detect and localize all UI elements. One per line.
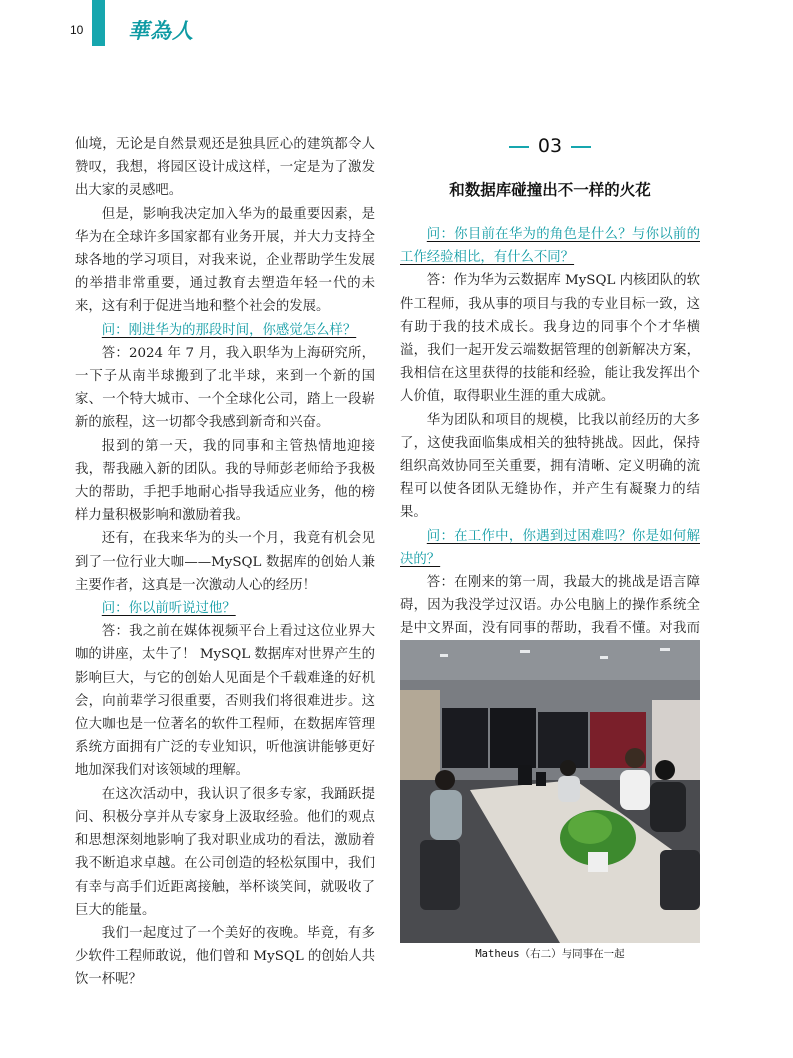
dash-left-icon (509, 146, 529, 148)
section-number-text: 03 (537, 135, 563, 157)
magazine-logo: 華為人 (128, 18, 194, 43)
section-title: 和数据库碰撞出不一样的火花 (449, 181, 651, 199)
body-paragraph: 答：我之前在媒体视频平台上看过这位业界大咖的讲座，太牛了！ MySQL 数据库对世界产生的影响巨大，与它的创始人见面是个千载难逢的好机会，向前辈学习很重要，否则我们将很难进步。这位大咖也是一位著名的软件工程师，在数据库管理系统方面拥有广泛的专业知识，听他演讲能够更好地加深我们对该领域的理解。 (75, 624, 375, 779)
body-paragraph: 答：在刚来的第一周，我最大的挑战是语言障碍，因为我没学过汉语。办公电脑上的操作系统全是中文界面，没有同事的帮助，我看不懂。对我而 (400, 575, 700, 637)
interview-question: 问：刚进华为的那段时间，你感觉怎么样？ (101, 322, 357, 338)
dash-right-icon (571, 146, 591, 148)
body-paragraph: 仙境，无论是自然景观还是独具匠心的建筑都令人赞叹，我想，将园区设计成这样，一定是为了激发出大家的灵感吧。 (75, 137, 375, 199)
left-text-column (75, 133, 375, 992)
meeting-photo (400, 640, 700, 943)
photo-caption: Matheus（右二）与同事在一起 (475, 948, 625, 960)
right-text-column (400, 223, 700, 664)
interview-question: 问：在工作中，你遇到过困难吗？你是如何解决的？ (400, 528, 700, 567)
body-paragraph: 报到的第一天，我的同事和主管热情地迎接我，帮我融入新的团队。我的导师彭老师给予我极大的帮助，手把手地耐心指导我适应业务，他的榜样力量积极影响和激励着我。 (75, 438, 375, 524)
body-paragraph: 华为团队和项目的规模，比我以前经历的大多了，这使我面临集成相关的独特挑战。因此，保持组织高效协同至关重要，拥有清晰、定义明确的流程可以使各团队无缝协作，并产生有凝聚力的结果。 (400, 412, 700, 521)
photo-illustration (400, 640, 700, 943)
body-paragraph: 还有，在我来华为的头一个月，我竟有机会见到了一位行业大咖——MySQL 数据库的创始人兼主要作者，这真是一次激动人心的经历！ (75, 531, 375, 593)
body-paragraph: 答：2024 年 7 月，我入职华为上海研究所，一下子从南半球搬到了北半球，来到一个新的国家、一个特大城市、一个全球化公司，踏上一段崭新的旅程，这一切都令我感到新奇和兴奋。 (75, 345, 375, 431)
body-paragraph: 但是，影响我决定加入华为的最重要因素，是华为在全球许多国家都有业务开展，并大力支持全球各地的学习项目，对我来说，企业帮助学生发展的举措非常重要，通过教育去塑造年轻一代的未来，这有利于促进当地和整个社会的发展。 (75, 206, 375, 315)
body-paragraph: 在这次活动中，我认识了很多专家，我踊跃提问、积极分享并从专家身上汲取经验。他们的观点和思想深刻地影响了我对职业成功的看法，激励着我不断追求卓越。在公司创造的轻松氛围中，我们有幸与高手们近距离接触，举杯谈笑间，就吸收了巨大的能量。 (75, 786, 375, 918)
body-paragraph: 我们一起度过了一个美好的夜晚。毕竟，有多少软件工程师敢说，他们曾和 MySQL 的创始人共饮一杯呢？ (75, 925, 375, 988)
interview-question: 问：你目前在华为的角色是什么？与你以前的工作经验相比，有什么不同？ (400, 227, 700, 266)
body-paragraph: 答：作为华为云数据库 MySQL 内核团队的软件工程师，我从事的项目与我的专业目标一致，这有助于我的技术成长。我身边的同事个个才华横溢，我们一起开发云端数据管理的创新解决方案，我相信在这里获得的技能和经验，能让我发挥出个人价值，取得职业生涯的重大成就。 (400, 273, 700, 405)
page-number: 10 (70, 23, 84, 37)
header-accent-bar (92, 0, 105, 46)
section-number (400, 135, 700, 157)
interview-question: 问：你以前听说过他？ (101, 601, 236, 617)
